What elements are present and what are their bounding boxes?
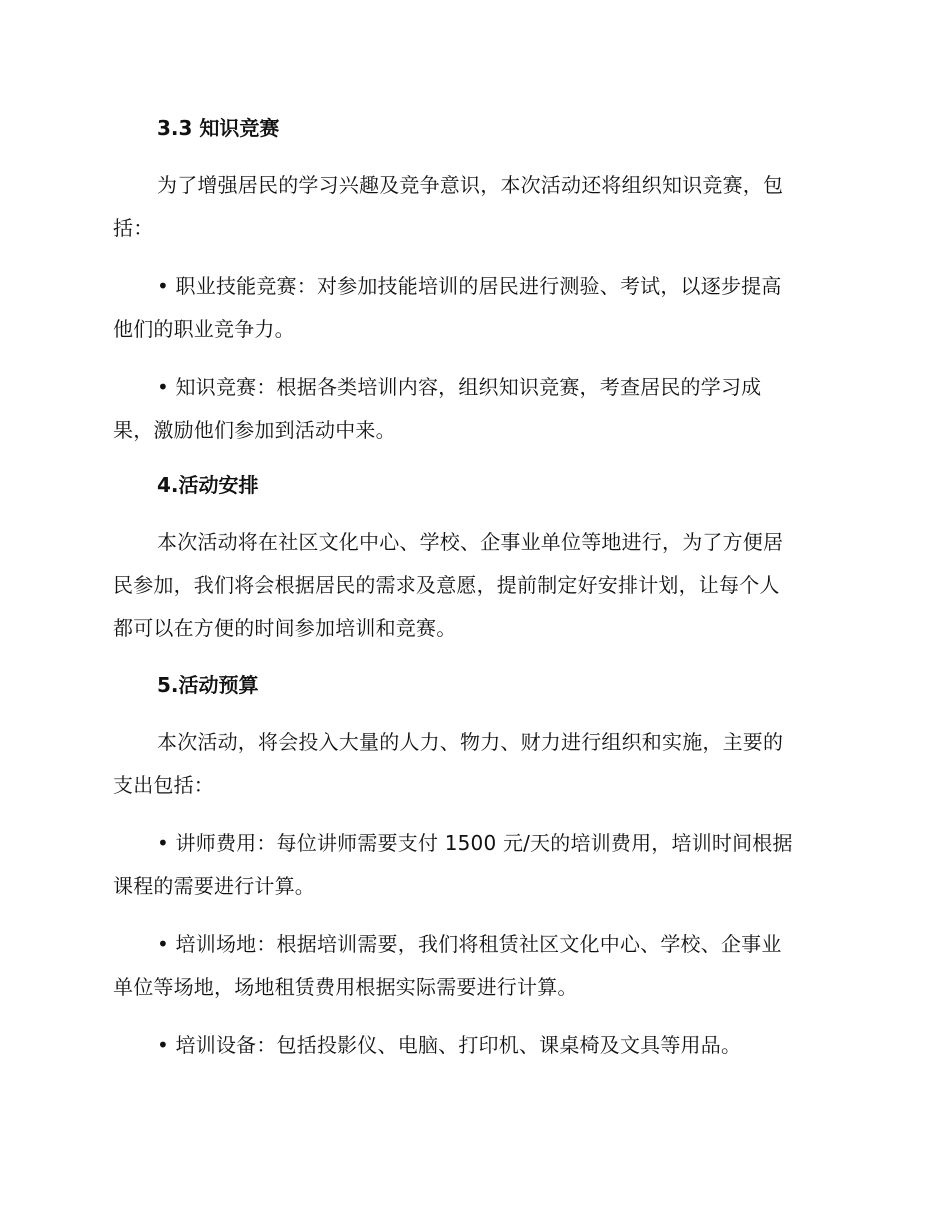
paragraph-line: 支出包括： <box>113 773 214 797</box>
section-heading-4: 4.活动安排 <box>157 473 259 497</box>
section-heading-5: 5.活动预算 <box>157 673 259 697</box>
paragraph-budget-intro <box>113 721 837 807</box>
bullet-training-venue <box>113 923 837 1009</box>
paragraph-line: • 知识竞赛：根据各类培训内容，组织知识竞赛，考查居民的学习成 <box>157 375 762 399</box>
paragraph-line: • 职业技能竞赛：对参加技能培训的居民进行测验、考试，以逐步提高 <box>157 274 782 298</box>
bullet-knowledge-competition <box>113 366 837 452</box>
document-page <box>113 108 837 1067</box>
paragraph-line: 单位等场地，场地租赁费用根据实际需要进行计算。 <box>113 975 578 999</box>
paragraph-line: • 培训设备：包括投影仪、电脑、打印机、课桌椅及文具等用品。 <box>157 1033 742 1057</box>
paragraph-line: 民参加，我们将会根据居民的需求及意愿，提前制定好安排计划，让每个人 <box>113 573 780 597</box>
section-heading-3-3: 3.3 知识竞赛 <box>157 116 280 140</box>
paragraph-line: 课程的需要进行计算。 <box>113 874 315 898</box>
paragraph-line: • 培训场地：根据培训需要，我们将租赁社区文化中心、学校、企事业 <box>157 932 782 956</box>
paragraph-line: 果，激励他们参加到活动中来。 <box>113 418 396 442</box>
paragraph-line: • 讲师费用：每位讲师需要支付 1500 元/天的培训费用，培训时间根据 <box>157 831 793 855</box>
paragraph-line: 都可以在方便的时间参加培训和竞赛。 <box>113 616 457 640</box>
paragraph-activity-arrangement <box>113 521 837 650</box>
paragraph-line: 为了增强居民的学习兴趣及竞争意识，本次活动还将组织知识竞赛，包 <box>157 173 784 197</box>
paragraph-competition-intro <box>113 164 837 250</box>
paragraph-line: 本次活动，将会投入大量的人力、物力、财力进行组织和实施，主要的 <box>157 730 784 754</box>
bullet-training-equipment <box>113 1024 837 1067</box>
bullet-lecturer-fees <box>113 822 837 908</box>
paragraph-line: 括： <box>113 216 154 240</box>
bullet-vocational-competition <box>113 265 837 351</box>
paragraph-line: 他们的职业竞争力。 <box>113 317 295 341</box>
paragraph-line: 本次活动将在社区文化中心、学校、企事业单位等地进行，为了方便居 <box>157 530 784 554</box>
